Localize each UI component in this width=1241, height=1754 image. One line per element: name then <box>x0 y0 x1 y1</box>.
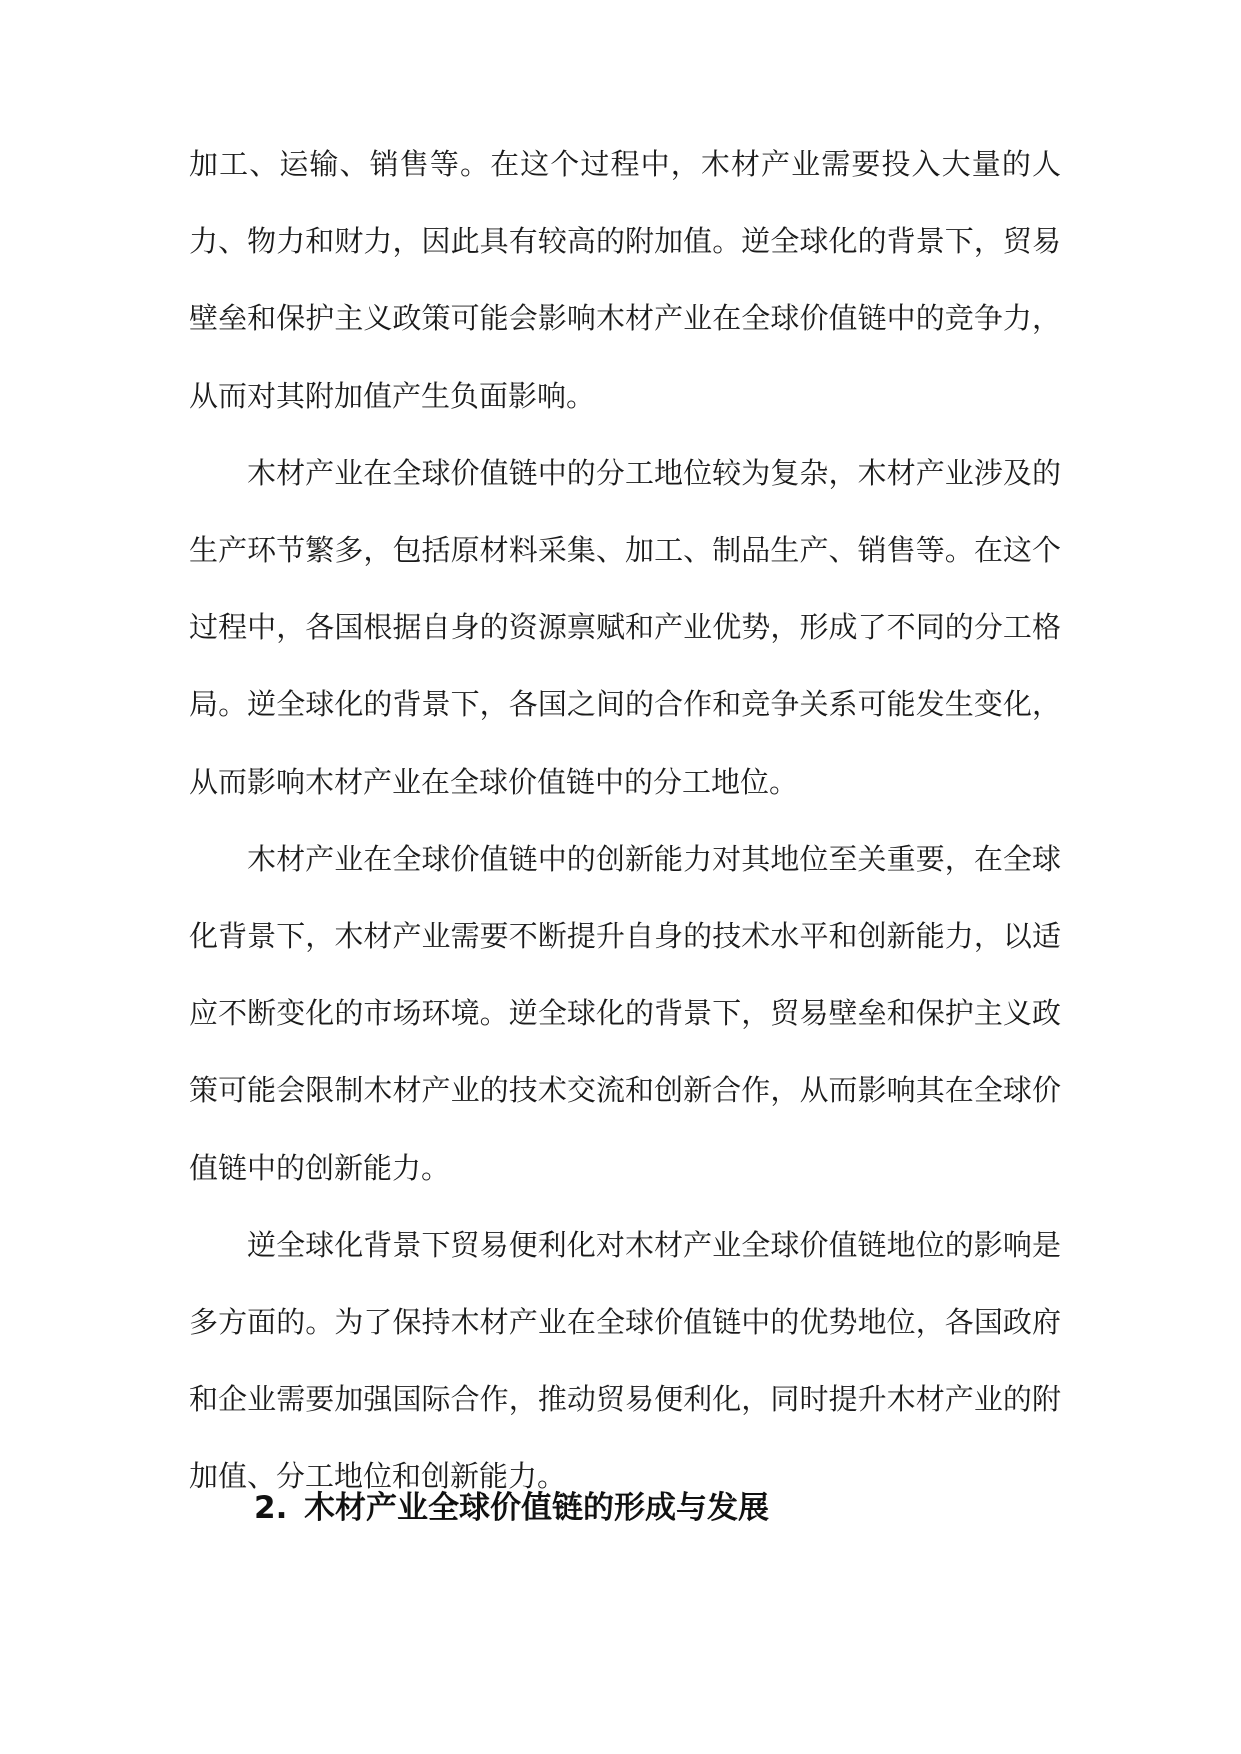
paragraph-summary: 逆全球化背景下贸易便利化对木材产业全球价值链地位的影响是多方面的。为了保持木材产业在全球价值链中的优势地位，各国政府和企业需要加强国际合作，推动贸易便利化，同时提升木材产业的附加值、分工地位和创新能力。 <box>189 1227 1061 1494</box>
paragraph-division-of-labor: 木材产业在全球价值链中的分工地位较为复杂，木材产业涉及的生产环节繁多，包括原材料采集、加工、制品生产、销售等。在这个过程中，各国根据自身的资源禀赋和产业优势，形成了不同的分工格局。逆全球化的背景下，各国之间的合作和竞争关系可能发生变化，从而影响木材产业在全球价值链中的分工地位。 <box>189 455 1061 799</box>
section-heading <box>254 1483 1054 1533</box>
document-body <box>189 126 1061 1516</box>
section-title: 木材产业全球价值链的形成与发展 <box>304 1490 769 1526</box>
paragraph-innovation-capability: 木材产业在全球价值链中的创新能力对其地位至关重要，在全球化背景下，木材产业需要不断提升自身的技术水平和创新能力，以适应不断变化的市场环境。逆全球化的背景下，贸易壁垒和保护主义政策可能会限制木材产业的技术交流和创新合作，从而影响其在全球价值链中的创新能力。 <box>189 841 1061 1185</box>
paragraph-value-added: 加工、运输、销售等。在这个过程中，木材产业需要投入大量的人力、物力和财力，因此具有较高的附加值。逆全球化的背景下，贸易壁垒和保护主义政策可能会影响木材产业在全球价值链中的竞争力，从而对其附加值产生负面影响。 <box>189 147 1061 413</box>
section-number: 2. <box>254 1490 288 1526</box>
